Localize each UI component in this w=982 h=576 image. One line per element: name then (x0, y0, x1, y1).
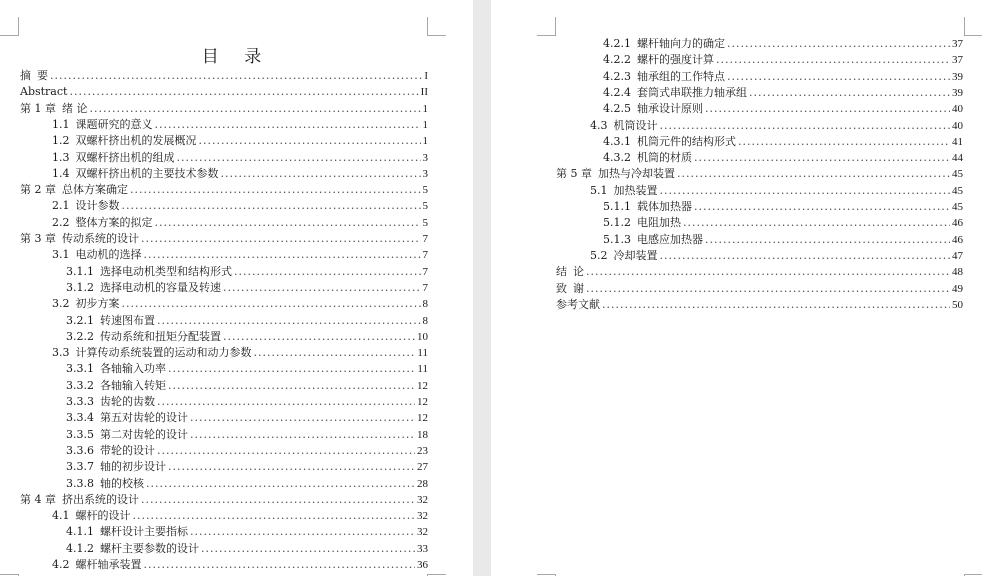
toc-entry-page: 3 (422, 151, 428, 164)
toc-entry-number: 2.2 (52, 215, 70, 229)
toc-entry[interactable] (66, 476, 428, 492)
toc-entry-label: 加热装置 (613, 183, 658, 197)
toc-entry-label: 电阻加热 (637, 216, 681, 230)
toc-entry-number: 3.3.6 (66, 443, 94, 457)
toc-entry[interactable] (66, 541, 428, 557)
toc-entry-label: 螺杆设计主要指标 (100, 525, 188, 539)
dot-leader (223, 280, 421, 296)
toc-entry-label: 螺杆的强度计算 (637, 53, 714, 67)
toc-entry-page: 50 (952, 298, 963, 311)
toc-entry-number: 5.1.2 (603, 216, 631, 230)
toc-entry-page: 39 (952, 70, 963, 83)
toc-entry[interactable] (66, 410, 428, 426)
dot-leader (90, 101, 421, 117)
toc-entry[interactable] (66, 329, 428, 345)
toc-entry[interactable] (52, 150, 428, 166)
toc-entry[interactable] (66, 394, 428, 410)
toc-entry-label: 轴承组的工作特点 (637, 69, 725, 83)
toc-entry-label: 双螺杆挤出机的组成 (75, 150, 175, 164)
dot-leader (602, 297, 950, 313)
toc-entry-label: 轴承设计原则 (637, 102, 703, 116)
toc-entry-page: 10 (417, 330, 428, 343)
toc-entry-page: 32 (417, 510, 428, 523)
dot-leader (157, 394, 415, 410)
toc-entry-page: 47 (952, 249, 963, 262)
toc-entry-page: 37 (952, 38, 963, 50)
toc-entry-page: 5 (422, 200, 428, 213)
crop-mark-top-left (0, 17, 19, 36)
toc-entry-page: 7 (422, 249, 428, 262)
dot-leader (694, 199, 950, 215)
toc-entry-label: 机筒设计 (613, 118, 658, 132)
dot-leader (50, 68, 422, 84)
toc-entry-page: 8 (422, 298, 428, 311)
toc-entry-page: 11 (417, 347, 428, 360)
toc-entry-number: 2.1 (52, 199, 70, 213)
toc-entry-label: 加热与冷却装置 (598, 167, 675, 181)
toc-entry-page: 12 (417, 379, 428, 392)
toc-entry-label: 总体方案确定 (62, 183, 128, 197)
toc-entry-number: 3.3.8 (66, 476, 94, 490)
toc-entry-number: 1.2 (52, 134, 70, 148)
toc-entry[interactable] (52, 557, 428, 573)
dot-leader (223, 329, 415, 345)
toc-entry-label: 挤出系统的设计 (62, 492, 139, 506)
toc-entry-page: 7 (422, 233, 428, 245)
toc-entry[interactable] (603, 199, 963, 215)
toc-entry[interactable] (20, 84, 428, 100)
toc-entry-number: 3.3.5 (66, 427, 94, 441)
toc-entry-label: 第二对齿轮的设计 (100, 427, 188, 441)
toc-entry-label: 设计参数 (75, 199, 120, 213)
toc-entry-label: 齿轮的齿数 (100, 395, 155, 408)
toc-entry[interactable] (603, 52, 963, 68)
toc-entry-label: 课题研究的意义 (75, 117, 153, 131)
dot-leader (133, 508, 416, 524)
dot-leader (201, 541, 415, 557)
document-page-right (491, 0, 982, 576)
toc-entry-label: 计算传动系统装置的运动和动力参数 (75, 346, 252, 360)
toc-entry-label: 电感应加热器 (637, 232, 703, 246)
toc-entry-number: 4.1 (52, 509, 70, 523)
toc-entry-page: 3 (422, 167, 428, 180)
toc-entry-page: 5 (422, 184, 428, 197)
toc-entry-label: 螺杆轴承装置 (75, 558, 142, 571)
toc-entry-number: 第 5 章 (556, 167, 592, 181)
toc-entry[interactable] (20, 182, 428, 198)
toc-entry-label: 套筒式串联推力轴承组 (637, 85, 747, 99)
dot-leader (190, 427, 415, 443)
toc-entry[interactable] (556, 166, 963, 182)
dot-leader (727, 36, 950, 52)
toc-entry-label: 螺杆主要参数的设计 (100, 541, 199, 555)
toc-entry-number: 4.3 (590, 118, 608, 132)
toc-entry-number: 致 (556, 281, 567, 295)
toc-entry[interactable] (20, 231, 428, 247)
toc-entry-page: 45 (952, 168, 963, 181)
toc-entry[interactable] (66, 361, 428, 377)
dot-leader (141, 492, 415, 508)
toc-entry-number: 4.1.1 (66, 525, 94, 539)
toc-entry-label: 选择电动机的容量及转速 (100, 280, 221, 294)
toc-entry-label: 传动系统的设计 (62, 232, 139, 245)
dot-leader (705, 101, 950, 117)
toc-entry-number: 3.2.1 (66, 313, 94, 327)
toc-entry-number: 3.3.2 (66, 378, 94, 392)
toc-entry[interactable] (52, 296, 428, 312)
dot-leader (234, 264, 421, 280)
toc-entry-page: 32 (417, 493, 428, 506)
toc-entry-number: 4.3.2 (603, 151, 631, 165)
toc-entry-page: I (424, 70, 428, 82)
toc-entry-number: 3.1.2 (66, 280, 94, 294)
dot-leader (683, 215, 950, 231)
toc-entry-label: 双螺杆挤出机的主要技术参数 (75, 166, 219, 180)
toc-entry-label: 要 (37, 69, 48, 82)
toc-entry-label: 传动系统和扭矩分配装置 (100, 329, 221, 343)
toc-entry-number: 3.2.2 (66, 329, 94, 343)
toc-entry[interactable] (603, 215, 963, 231)
toc-entry[interactable] (66, 427, 428, 443)
crop-mark-top-right (964, 17, 982, 36)
dot-leader (221, 166, 421, 182)
dot-leader (144, 557, 416, 573)
dot-leader (168, 361, 415, 377)
dot-leader (199, 133, 421, 149)
toc-entry-label: 带轮的设计 (100, 443, 155, 457)
toc-entry-number: 第 2 章 (20, 183, 56, 197)
toc-entry-page: 48 (952, 266, 963, 279)
dot-leader (146, 476, 415, 492)
dot-leader (660, 118, 951, 134)
toc-entry-label: 第五对齿轮的设计 (100, 411, 188, 425)
toc-entry-label: Abstract (20, 85, 68, 99)
toc-entry-label: 参考文献 (556, 297, 600, 311)
toc-entry[interactable] (603, 150, 963, 166)
dot-leader (716, 52, 950, 68)
toc-entry-page: 28 (417, 477, 428, 490)
toc-entry-number: 5.1.1 (603, 200, 631, 213)
document-page-left (0, 0, 473, 576)
toc-entry-label: 机筒的材质 (637, 151, 692, 165)
toc-entry-page: 37 (952, 54, 963, 67)
toc-entry-label: 转速图布置 (100, 313, 155, 327)
toc-entry[interactable] (556, 281, 963, 297)
toc-entry-page: 40 (952, 119, 963, 132)
toc-entry[interactable] (52, 247, 428, 263)
toc-entry-page: 46 (952, 233, 963, 246)
dot-leader (190, 410, 415, 426)
toc-entry-page: 44 (952, 152, 963, 165)
toc-entry-page: 18 (417, 428, 428, 441)
toc-entry-number: 4.1.2 (66, 541, 94, 555)
toc-entry[interactable] (590, 248, 963, 264)
dot-leader (144, 247, 421, 263)
dot-leader (155, 215, 421, 231)
toc-entry-number: 5.1 (590, 183, 608, 197)
toc-entry-label: 绪 论 (62, 101, 88, 115)
toc-entry-number: 摘 (20, 69, 31, 82)
toc-entry-page: 1 (422, 135, 428, 148)
toc-entry-label: 轴的初步设计 (100, 460, 166, 474)
toc-entry-number: 第 1 章 (20, 101, 56, 115)
toc-entry[interactable] (603, 134, 963, 150)
toc-entry-page: 45 (952, 201, 963, 213)
toc-entry-page: 5 (422, 216, 428, 229)
toc-entry[interactable] (66, 313, 428, 329)
toc-entry-number: 3.3.4 (66, 411, 94, 425)
dot-leader (694, 150, 950, 166)
toc-entry-label: 电动机的选择 (75, 248, 142, 262)
dot-leader (122, 296, 421, 312)
toc-entry[interactable] (590, 118, 963, 134)
toc-entry-number: 4.2.1 (603, 37, 631, 50)
toc-entry-page: 1 (422, 118, 428, 131)
toc-entry-number: 3.3 (52, 346, 70, 360)
toc-entry[interactable] (66, 443, 428, 459)
toc-entry-page: 12 (417, 412, 428, 425)
dot-leader (586, 281, 950, 297)
dot-leader (157, 313, 421, 329)
toc-entry[interactable] (66, 280, 428, 296)
toc-entry-number: 4.2.5 (603, 102, 631, 116)
toc-entry[interactable] (52, 133, 428, 149)
toc-entry[interactable] (590, 183, 963, 199)
toc-entry-label: 机筒元件的结构形式 (637, 134, 736, 148)
dot-leader (738, 134, 950, 150)
toc-entry-page: 45 (952, 184, 963, 197)
toc-entry-number: 5.2 (590, 248, 608, 262)
toc-entry[interactable] (66, 264, 428, 280)
toc-entry-page: 23 (417, 444, 428, 457)
dot-leader (660, 248, 951, 264)
dot-leader (190, 524, 415, 540)
toc-entry[interactable] (52, 117, 428, 133)
toc-entry-number: 4.3.1 (603, 134, 631, 148)
dot-leader (727, 69, 950, 85)
toc-entry-number: 4.2.4 (603, 85, 631, 99)
toc-entry[interactable] (52, 215, 428, 231)
dot-leader (168, 378, 415, 394)
toc-entry-number: 第 4 章 (20, 492, 56, 506)
dot-leader (141, 231, 421, 247)
toc-entry[interactable] (603, 36, 963, 52)
toc-entry-number: 1.4 (52, 166, 70, 180)
toc-entry[interactable] (66, 524, 428, 540)
dot-leader (177, 150, 421, 166)
toc-entry-label: 载体加热器 (637, 200, 692, 213)
dot-leader (168, 459, 415, 475)
toc-entry-label: 各轴输入转矩 (100, 378, 166, 392)
toc-entry-page: 41 (952, 135, 963, 148)
toc-entry-label: 轴的校核 (100, 476, 144, 490)
toc-entry-label: 谢 (573, 281, 584, 295)
toc-entry-label: 双螺杆挤出机的发展概况 (75, 134, 197, 148)
dot-leader (749, 85, 950, 101)
toc-entry-label: 冷却装置 (613, 248, 658, 262)
toc-entry-number: 1.1 (52, 117, 70, 131)
toc-entry-page: 40 (952, 103, 963, 116)
toc-entry[interactable] (603, 101, 963, 117)
toc-entry-page: 11 (417, 363, 428, 376)
toc-entry[interactable] (20, 492, 428, 508)
toc-entry-number: 第 3 章 (20, 232, 56, 245)
toc-entry[interactable] (52, 345, 428, 361)
toc-entry-page: 8 (422, 314, 428, 327)
toc-entry[interactable] (52, 166, 428, 182)
toc-entry-page: 49 (952, 282, 963, 295)
toc-entry[interactable] (603, 232, 963, 248)
dot-leader (660, 183, 951, 199)
toc-entry-page: 1 (422, 102, 428, 115)
toc-entry-number: 3.3.7 (66, 460, 94, 474)
toc-entry[interactable] (20, 101, 428, 117)
crop-mark-top-left (537, 17, 556, 36)
toc-entry[interactable] (52, 508, 428, 524)
toc-entry[interactable] (556, 264, 963, 280)
toc-entry[interactable] (556, 297, 963, 313)
dot-leader (69, 84, 418, 100)
toc-entry-page: 36 (417, 559, 428, 571)
toc-entry-number: 4.2.3 (603, 69, 631, 83)
toc-entry-page: 33 (417, 542, 428, 555)
dot-leader (254, 345, 416, 361)
dot-leader (586, 264, 950, 280)
toc-entry-label: 选择电动机类型和结构形式 (100, 264, 232, 278)
dot-leader (122, 198, 421, 214)
toc-entry-number: 4.2.2 (603, 53, 631, 67)
dot-leader (130, 182, 421, 198)
toc-entry-number: 3.1 (52, 248, 70, 262)
toc-entry-number: 1.3 (52, 150, 70, 164)
toc-entry-label: 论 (573, 265, 584, 279)
toc-entry-page: 27 (417, 461, 428, 474)
toc-entry-page: 7 (422, 265, 428, 278)
toc-entry-label: 整体方案的拟定 (75, 215, 153, 229)
toc-entry-label: 各轴输入功率 (100, 362, 166, 376)
toc-entry-number: 3.2 (52, 297, 70, 311)
toc-entry-page: 39 (952, 86, 963, 99)
toc-entry-page: 12 (417, 396, 428, 408)
toc-entry-number: 3.1.1 (66, 264, 94, 278)
toc-entry[interactable] (603, 69, 963, 85)
toc-entry-label: 螺杆的设计 (75, 509, 131, 523)
dot-leader (155, 117, 421, 133)
toc-entry-page: 32 (417, 526, 428, 539)
toc-title: 目 录 (201, 47, 272, 67)
toc-entry[interactable] (603, 85, 963, 101)
dot-leader (677, 166, 950, 182)
toc-entry-number: 结 (556, 265, 567, 279)
crop-mark-top-right (427, 17, 446, 36)
toc-entry-number: 3.3.3 (66, 395, 94, 408)
toc-entry[interactable] (66, 378, 428, 394)
dot-leader (705, 232, 950, 248)
toc-entry[interactable] (66, 459, 428, 475)
toc-entry-page: 46 (952, 217, 963, 230)
toc-entry[interactable] (52, 198, 428, 214)
toc-entry-page: II (420, 86, 428, 99)
toc-entry-number: 4.2 (52, 558, 70, 571)
toc-entry-label: 螺杆轴向力的确定 (637, 37, 725, 50)
dot-leader (157, 443, 415, 459)
toc-entry-label: 初步方案 (75, 297, 120, 311)
toc-entry-number: 3.3.1 (66, 362, 94, 376)
toc-entry-page: 7 (422, 281, 428, 294)
toc-entry-number: 5.1.3 (603, 232, 631, 246)
toc-entry[interactable] (20, 68, 428, 84)
